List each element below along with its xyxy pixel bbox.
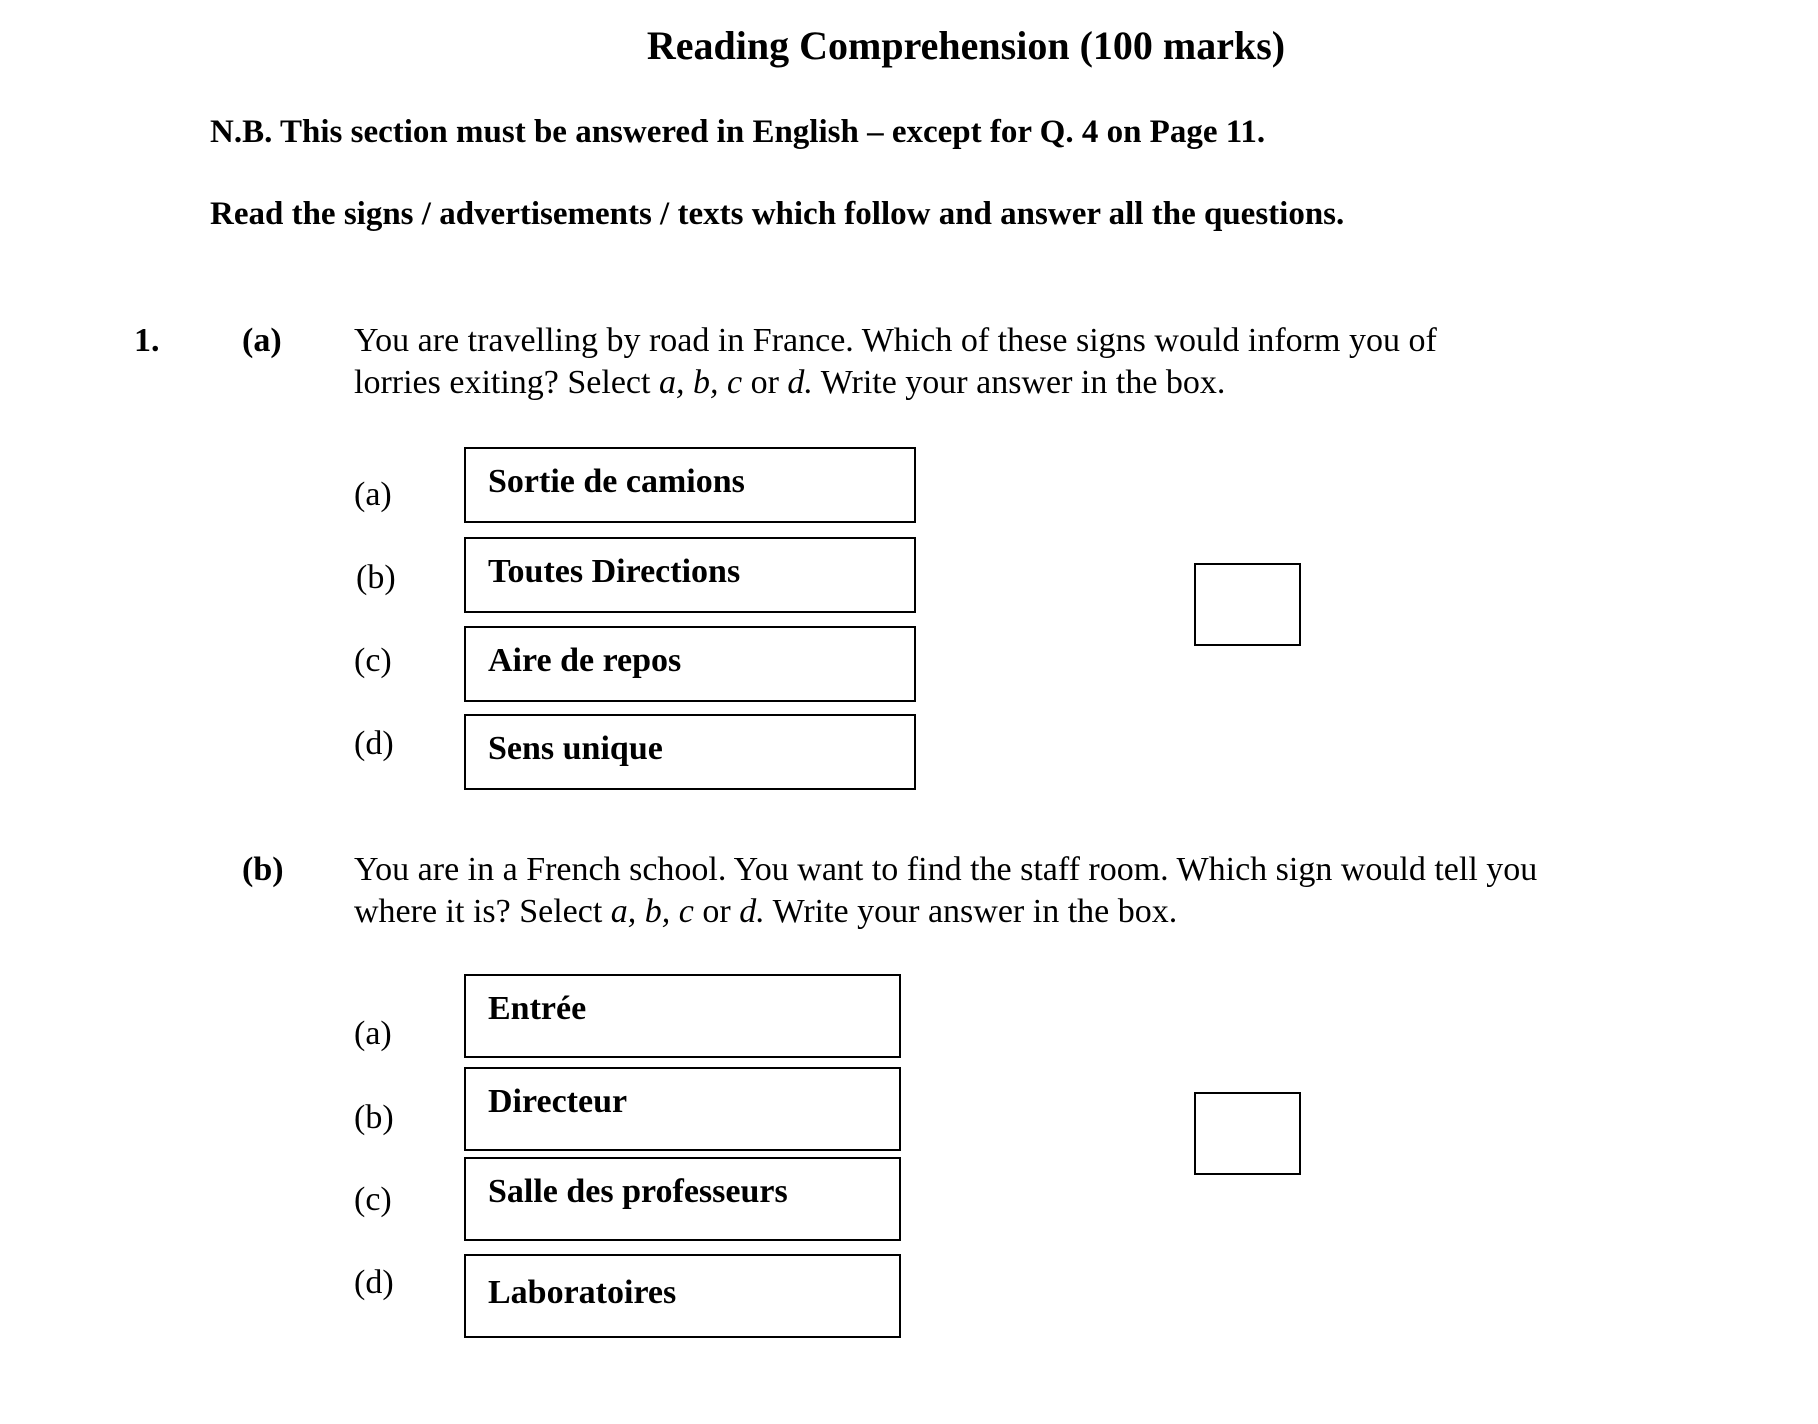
text: Write your answer in the box.	[812, 364, 1226, 401]
text: lorries exiting? Select	[354, 364, 659, 401]
sign-box	[464, 974, 901, 1058]
option-label: (c)	[354, 642, 392, 679]
sign-box	[464, 714, 916, 790]
sign-box	[464, 447, 916, 523]
text: where it is? Select	[354, 893, 611, 930]
sign-box	[464, 537, 916, 613]
option-label: (a)	[354, 476, 392, 513]
option-label: (d)	[354, 1264, 394, 1301]
instruction: Read the signs / advertisements / texts which follow and answer all the questions.	[210, 196, 1345, 232]
sign-box	[464, 1254, 901, 1338]
sign-text: Aire de repos	[488, 642, 682, 679]
text: Write your answer in the box.	[764, 893, 1178, 930]
sign-text: Sortie de camions	[488, 463, 745, 500]
sign-text: Directeur	[488, 1083, 628, 1120]
text: or	[693, 893, 740, 930]
sign-text: Toutes Directions	[488, 553, 741, 590]
option-label: (b)	[354, 1099, 394, 1136]
letters: a, b, c	[658, 364, 743, 401]
sign-text: Sens unique	[488, 730, 663, 767]
answer-box-part-a[interactable]	[1194, 563, 1301, 646]
letters: a, b, c	[610, 893, 694, 930]
part-a-label: (a)	[242, 322, 282, 359]
part-b-label: (b)	[242, 851, 284, 888]
page-title: Reading Comprehension (100 marks)	[646, 23, 1286, 68]
option-label: (a)	[354, 1015, 392, 1052]
part-a-line1: You are travelling by road in France. Which of these signs would inform you of	[354, 322, 1437, 359]
letters: d.	[787, 364, 813, 401]
text: or	[742, 364, 788, 401]
option-label: (c)	[354, 1181, 392, 1218]
sign-box	[464, 1067, 901, 1151]
language-note: N.B. This section must be answered in English – except for Q. 4 on Page 11.	[210, 114, 1266, 150]
sign-text: Entrée	[488, 990, 587, 1027]
option-label: (d)	[354, 725, 394, 762]
letters: d.	[739, 893, 765, 930]
question-number: 1.	[134, 322, 160, 359]
sign-box	[464, 626, 916, 702]
sign-text: Salle des professeurs	[488, 1173, 788, 1210]
option-label: (b)	[356, 559, 396, 596]
part-a-line2	[354, 362, 1437, 404]
answer-box-part-b[interactable]	[1194, 1092, 1301, 1175]
part-b-line2	[354, 891, 1537, 933]
part-a-prompt	[354, 320, 1437, 404]
sign-box	[464, 1157, 901, 1241]
part-b-prompt	[354, 849, 1537, 933]
sign-text: Laboratoires	[488, 1274, 677, 1311]
part-b-line1: You are in a French school. You want to find the staff room. Which sign would tell you	[354, 851, 1538, 888]
